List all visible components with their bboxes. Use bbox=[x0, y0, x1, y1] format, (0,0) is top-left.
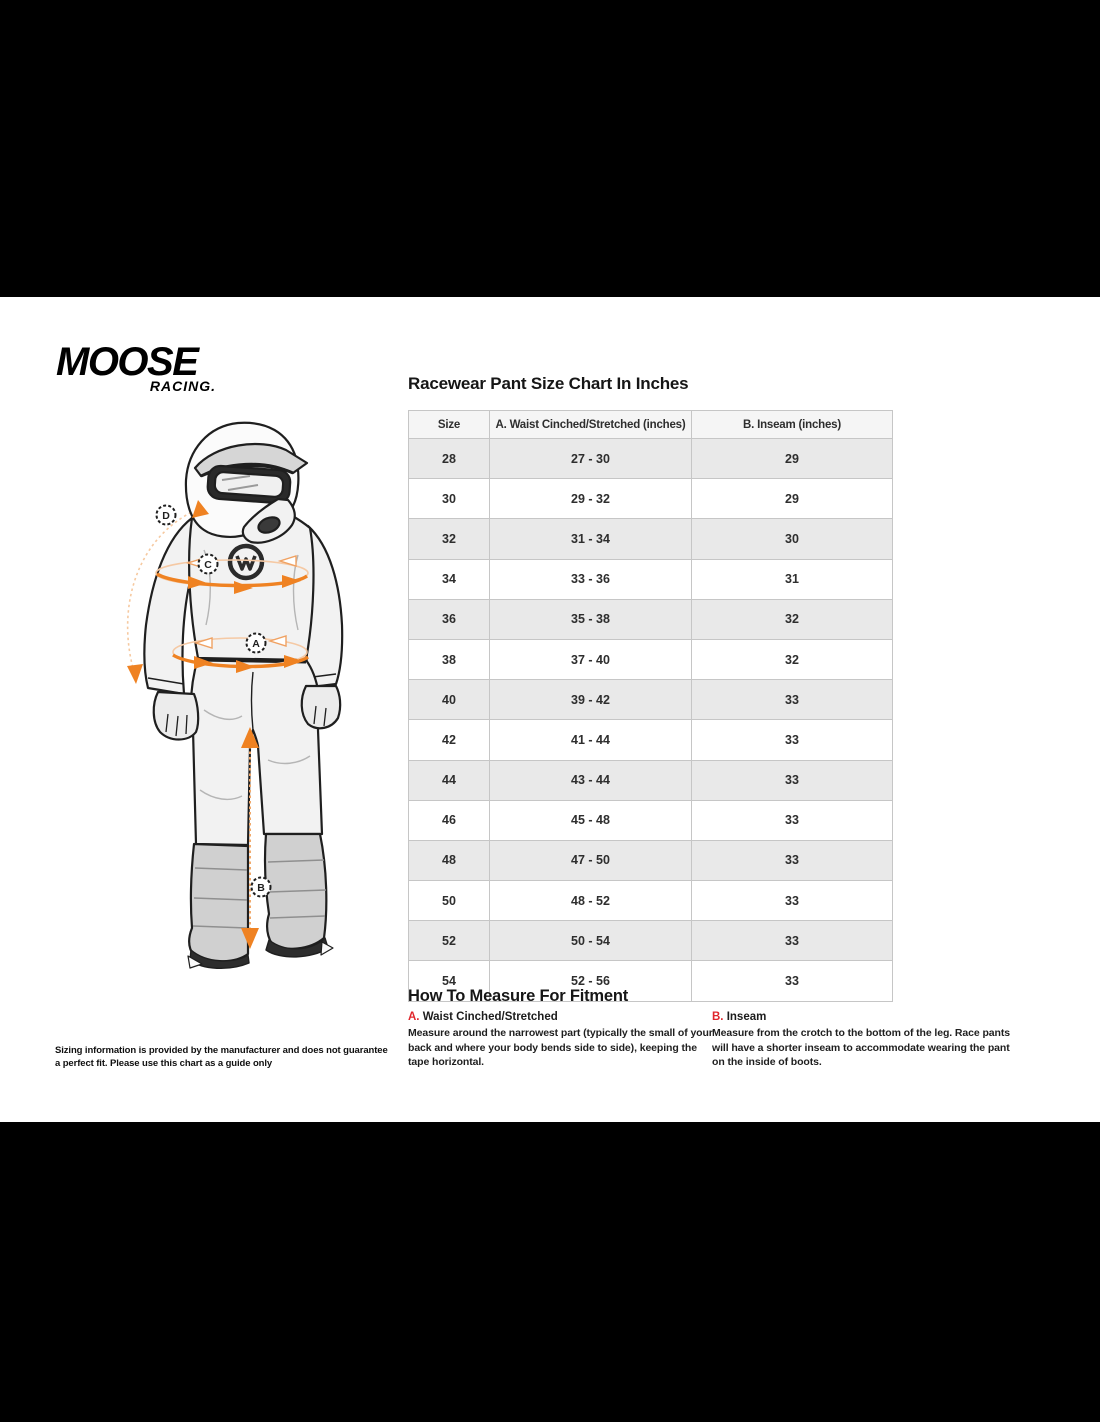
inseam-cell: 33 bbox=[692, 921, 893, 961]
table-row bbox=[409, 559, 893, 599]
svg-text:B: B bbox=[257, 882, 265, 894]
size-cell: 36 bbox=[409, 599, 490, 639]
table-row bbox=[409, 639, 893, 679]
inseam-cell: 30 bbox=[692, 519, 893, 559]
moose-racing-logo bbox=[54, 342, 224, 394]
inseam-cell: 32 bbox=[692, 639, 893, 679]
table-row bbox=[409, 720, 893, 760]
svg-text:D: D bbox=[162, 510, 170, 522]
column-header-waist: A. Waist Cinched/Stretched (inches) bbox=[490, 411, 692, 439]
waist-cell: 45 - 48 bbox=[490, 800, 692, 840]
waist-cell: 37 - 40 bbox=[490, 639, 692, 679]
waist-cell: 35 - 38 bbox=[490, 599, 692, 639]
waist-cell: 41 - 44 bbox=[490, 720, 692, 760]
size-table-body bbox=[409, 439, 893, 1002]
inseam-cell: 29 bbox=[692, 439, 893, 479]
waist-cell: 50 - 54 bbox=[490, 921, 692, 961]
marker-a bbox=[247, 634, 266, 653]
measure-label-b: B. bbox=[712, 1011, 724, 1023]
inseam-cell: 31 bbox=[692, 559, 893, 599]
top-letterbox-bar bbox=[0, 0, 1100, 297]
table-row bbox=[409, 479, 893, 519]
measure-body-text: Measure around the narrowest part (typically the small of your back and where your body bends side to side), keeping the tape horizontal. bbox=[408, 1027, 713, 1068]
inseam-cell: 33 bbox=[692, 881, 893, 921]
logo-primary-text: MOOSE bbox=[56, 342, 198, 384]
waist-cell: 29 - 32 bbox=[490, 479, 692, 519]
table-row bbox=[409, 881, 893, 921]
bottom-letterbox-bar bbox=[0, 1122, 1100, 1422]
pants bbox=[191, 658, 322, 845]
inseam-cell: 29 bbox=[692, 479, 893, 519]
size-cell: 44 bbox=[409, 760, 490, 800]
waist-cell: 43 - 44 bbox=[490, 760, 692, 800]
left-boot bbox=[189, 844, 248, 961]
inseam-cell: 33 bbox=[692, 800, 893, 840]
size-cell: 52 bbox=[409, 921, 490, 961]
table-row bbox=[409, 760, 893, 800]
table-row bbox=[409, 800, 893, 840]
table-row bbox=[409, 599, 893, 639]
measure-title-text: Waist Cinched/Stretched bbox=[422, 1011, 558, 1023]
table-row bbox=[409, 680, 893, 720]
svg-text:A: A bbox=[252, 638, 260, 650]
size-cell: 46 bbox=[409, 800, 490, 840]
left-arm bbox=[144, 518, 196, 694]
column-header-inseam: B. Inseam (inches) bbox=[692, 411, 893, 439]
waist-cell: 48 - 52 bbox=[490, 881, 692, 921]
waist-cell: 27 - 30 bbox=[490, 439, 692, 479]
marker-c bbox=[199, 555, 218, 574]
inseam-cell: 33 bbox=[692, 680, 893, 720]
measure-section-waist bbox=[408, 1011, 718, 1070]
how-to-measure-heading: How To Measure For Fitment bbox=[408, 987, 629, 1005]
measure-label-a: A. bbox=[408, 1011, 420, 1023]
waist-cell: 52 - 56 bbox=[490, 961, 692, 1001]
size-cell: 48 bbox=[409, 840, 490, 880]
measure-section-title bbox=[408, 1011, 718, 1024]
size-cell: 54 bbox=[409, 961, 490, 1001]
table-row bbox=[409, 519, 893, 559]
size-cell: 32 bbox=[409, 519, 490, 559]
measure-section-inseam bbox=[712, 1011, 1022, 1070]
inseam-cell: 33 bbox=[692, 840, 893, 880]
column-header-size: Size bbox=[409, 411, 490, 439]
size-cell: 30 bbox=[409, 479, 490, 519]
right-glove bbox=[302, 686, 340, 728]
measure-title-text: Inseam bbox=[726, 1011, 767, 1023]
inseam-cell: 32 bbox=[692, 599, 893, 639]
inseam-cell: 33 bbox=[692, 720, 893, 760]
inseam-cell: 33 bbox=[692, 961, 893, 1001]
waist-cell: 39 - 42 bbox=[490, 680, 692, 720]
marker-b bbox=[252, 878, 271, 897]
inseam-cell: 33 bbox=[692, 760, 893, 800]
size-cell: 40 bbox=[409, 680, 490, 720]
logo-secondary-text: RACING. bbox=[149, 378, 216, 394]
table-row bbox=[409, 921, 893, 961]
size-cell: 34 bbox=[409, 559, 490, 599]
size-cell: 28 bbox=[409, 439, 490, 479]
table-header-row bbox=[409, 411, 893, 439]
disclaimer-text: Sizing information is provided by the manufacturer and does not guarantee a perfect fit. Please use this chart as a guide only bbox=[55, 1045, 388, 1069]
waist-cell: 47 - 50 bbox=[490, 840, 692, 880]
svg-text:C: C bbox=[204, 559, 212, 571]
size-cell: 38 bbox=[409, 639, 490, 679]
size-cell: 42 bbox=[409, 720, 490, 760]
marker-d bbox=[157, 506, 176, 525]
rider-illustration bbox=[100, 410, 410, 990]
measure-section-title bbox=[712, 1011, 1022, 1024]
size-chart-table bbox=[408, 410, 893, 1002]
size-chart-title: Racewear Pant Size Chart In Inches bbox=[408, 374, 689, 393]
table-row bbox=[409, 439, 893, 479]
measure-body-text: Measure from the crotch to the bottom of the leg. Race pants will have a shorter inseam to accommodate wearing the pant on the inside of boots. bbox=[712, 1027, 1010, 1068]
waist-cell: 31 - 34 bbox=[490, 519, 692, 559]
size-cell: 50 bbox=[409, 881, 490, 921]
waist-cell: 33 - 36 bbox=[490, 559, 692, 599]
table-row bbox=[409, 840, 893, 880]
